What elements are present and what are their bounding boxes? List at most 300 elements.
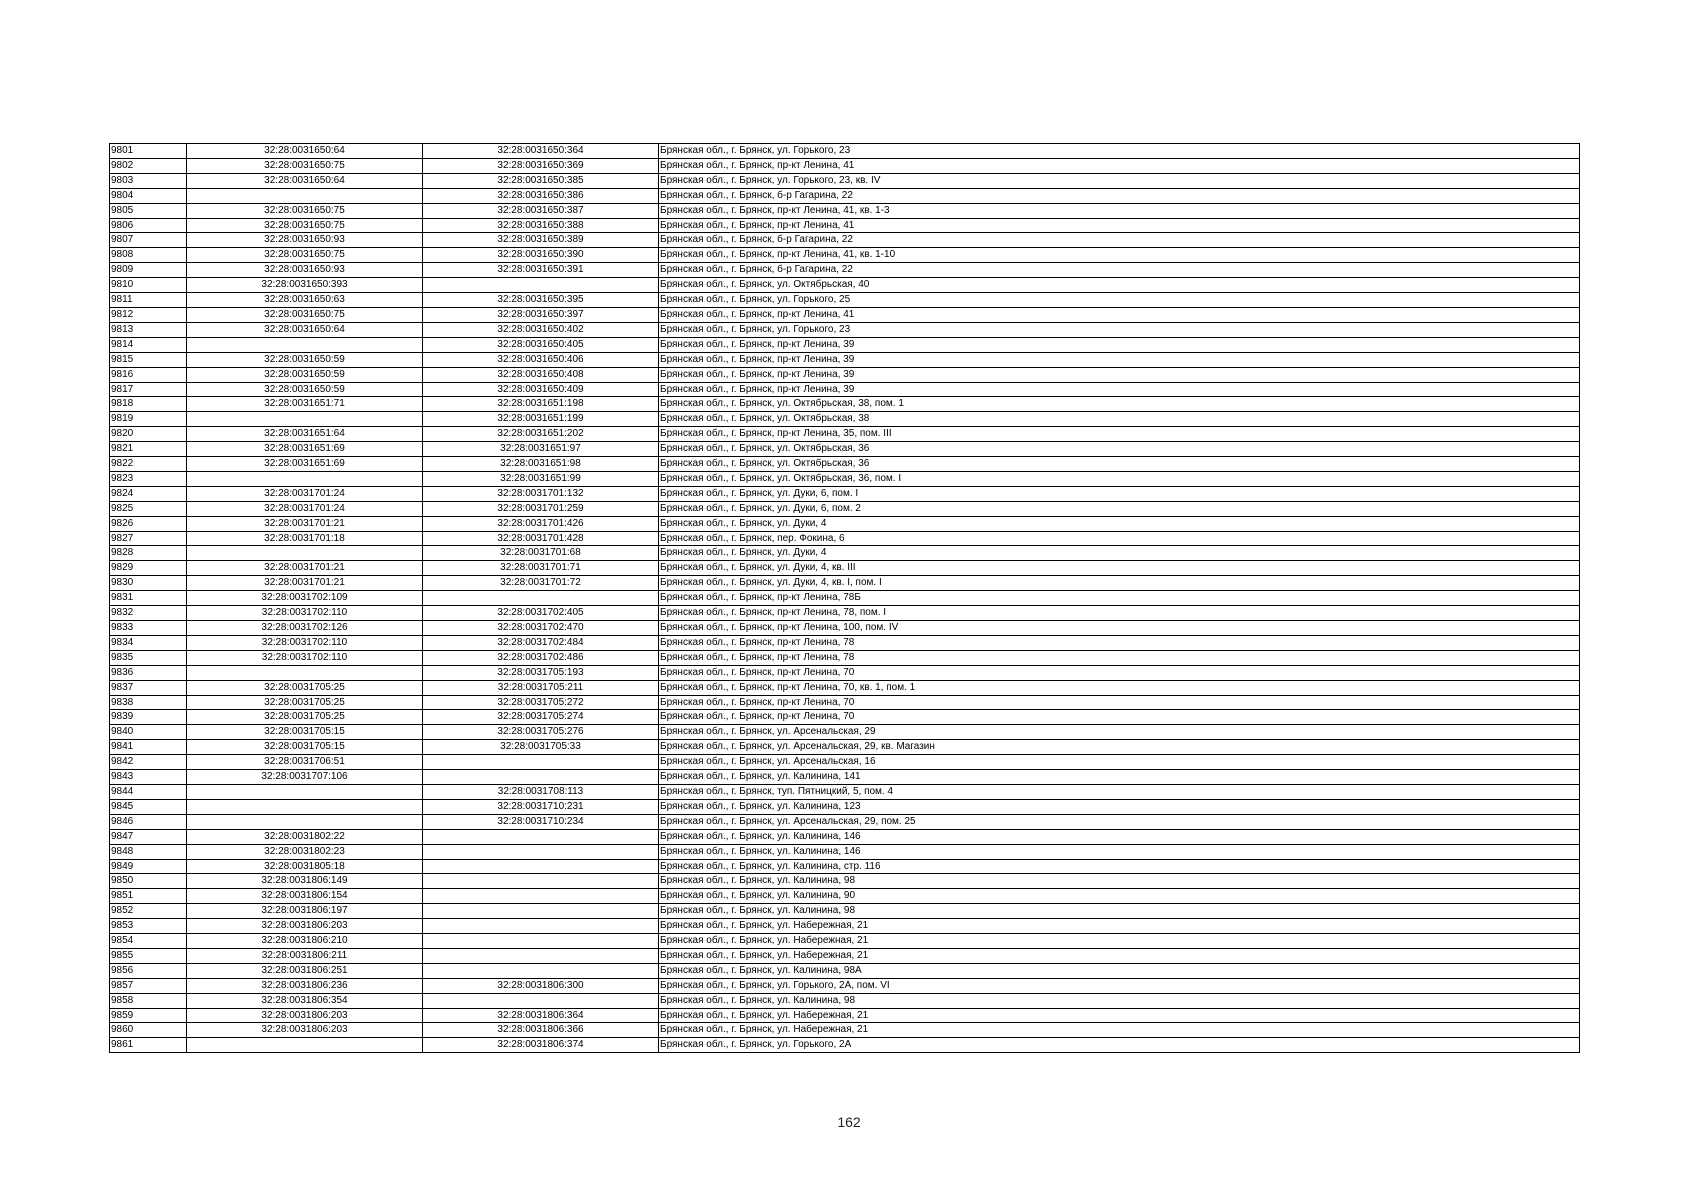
address-cell: Брянская обл., г. Брянск, ул. Арсенальская, 29, пом. 25 xyxy=(659,814,1580,829)
table-row xyxy=(110,278,1580,293)
table-row xyxy=(110,471,1580,486)
row-number-cell: 9832 xyxy=(110,606,187,621)
row-number-cell: 9830 xyxy=(110,576,187,591)
object-cadastral-number-cell xyxy=(423,591,659,606)
row-number-cell: 9857 xyxy=(110,978,187,993)
row-number-cell: 9829 xyxy=(110,561,187,576)
address-cell: Брянская обл., г. Брянск, б-р Гагарина, 22 xyxy=(659,233,1580,248)
object-cadastral-number-cell: 32:28:0031710:231 xyxy=(423,799,659,814)
object-cadastral-number-cell: 32:28:0031650:408 xyxy=(423,367,659,382)
address-cell: Брянская обл., г. Брянск, пр-кт Ленина, 78 xyxy=(659,650,1580,665)
land-plot-cadastral-number-cell: 32:28:0031650:93 xyxy=(187,263,423,278)
row-number-cell: 9823 xyxy=(110,471,187,486)
address-cell: Брянская обл., г. Брянск, ул. Арсенальская, 16 xyxy=(659,755,1580,770)
row-number-cell: 9846 xyxy=(110,814,187,829)
row-number-cell: 9836 xyxy=(110,665,187,680)
object-cadastral-number-cell: 32:28:0031708:113 xyxy=(423,784,659,799)
table-row xyxy=(110,457,1580,472)
land-plot-cadastral-number-cell: 32:28:0031650:75 xyxy=(187,218,423,233)
land-plot-cadastral-number-cell: 32:28:0031650:59 xyxy=(187,382,423,397)
land-plot-cadastral-number-cell: 32:28:0031806:154 xyxy=(187,889,423,904)
table-row xyxy=(110,784,1580,799)
land-plot-cadastral-number-cell: 32:28:0031705:25 xyxy=(187,680,423,695)
row-number-cell: 9833 xyxy=(110,621,187,636)
address-cell: Брянская обл., г. Брянск, пр-кт Ленина, 39 xyxy=(659,367,1580,382)
address-cell: Брянская обл., г. Брянск, пр-кт Ленина, 70 xyxy=(659,665,1580,680)
land-plot-cadastral-number-cell: 32:28:0031701:18 xyxy=(187,531,423,546)
row-number-cell: 9812 xyxy=(110,307,187,322)
land-plot-cadastral-number-cell: 32:28:0031806:203 xyxy=(187,1008,423,1023)
address-cell: Брянская обл., г. Брянск, ул. Октябрьская, 38 xyxy=(659,412,1580,427)
object-cadastral-number-cell xyxy=(423,859,659,874)
table-row xyxy=(110,367,1580,382)
object-cadastral-number-cell xyxy=(423,963,659,978)
object-cadastral-number-cell: 32:28:0031650:402 xyxy=(423,322,659,337)
object-cadastral-number-cell xyxy=(423,948,659,963)
table-row xyxy=(110,963,1580,978)
address-cell: Брянская обл., г. Брянск, ул. Калинина, 98А xyxy=(659,963,1580,978)
address-cell: Брянская обл., г. Брянск, ул. Октябрьская, 36 xyxy=(659,457,1580,472)
land-plot-cadastral-number-cell: 32:28:0031650:64 xyxy=(187,144,423,159)
row-number-cell: 9848 xyxy=(110,844,187,859)
row-number-cell: 9861 xyxy=(110,1038,187,1053)
table-row xyxy=(110,606,1580,621)
row-number-cell: 9816 xyxy=(110,367,187,382)
table-row xyxy=(110,293,1580,308)
land-plot-cadastral-number-cell xyxy=(187,471,423,486)
land-plot-cadastral-number-cell: 32:28:0031805:18 xyxy=(187,859,423,874)
land-plot-cadastral-number-cell: 32:28:0031806:197 xyxy=(187,904,423,919)
table-row xyxy=(110,233,1580,248)
land-plot-cadastral-number-cell: 32:28:0031802:23 xyxy=(187,844,423,859)
land-plot-cadastral-number-cell: 32:28:0031650:59 xyxy=(187,352,423,367)
land-plot-cadastral-number-cell: 32:28:0031650:393 xyxy=(187,278,423,293)
table-row xyxy=(110,337,1580,352)
object-cadastral-number-cell: 32:28:0031701:72 xyxy=(423,576,659,591)
row-number-cell: 9834 xyxy=(110,635,187,650)
object-cadastral-number-cell: 32:28:0031806:374 xyxy=(423,1038,659,1053)
row-number-cell: 9818 xyxy=(110,397,187,412)
address-cell: Брянская обл., г. Брянск, ул. Октябрьская, 38, пом. 1 xyxy=(659,397,1580,412)
land-plot-cadastral-number-cell: 32:28:0031701:24 xyxy=(187,501,423,516)
address-cell: Брянская обл., г. Брянск, ул. Горького, 2А xyxy=(659,1038,1580,1053)
table-row xyxy=(110,680,1580,695)
land-plot-cadastral-number-cell: 32:28:0031806:203 xyxy=(187,919,423,934)
row-number-cell: 9851 xyxy=(110,889,187,904)
row-number-cell: 9808 xyxy=(110,248,187,263)
row-number-cell: 9827 xyxy=(110,531,187,546)
address-cell: Брянская обл., г. Брянск, ул. Дуки, 4, кв. I, пом. I xyxy=(659,576,1580,591)
table-row xyxy=(110,1038,1580,1053)
row-number-cell: 9856 xyxy=(110,963,187,978)
table-row xyxy=(110,263,1580,278)
land-plot-cadastral-number-cell: 32:28:0031802:22 xyxy=(187,829,423,844)
row-number-cell: 9804 xyxy=(110,188,187,203)
object-cadastral-number-cell: 32:28:0031710:234 xyxy=(423,814,659,829)
land-plot-cadastral-number-cell: 32:28:0031650:75 xyxy=(187,248,423,263)
land-plot-cadastral-number-cell: 32:28:0031702:110 xyxy=(187,650,423,665)
object-cadastral-number-cell xyxy=(423,829,659,844)
table-row xyxy=(110,576,1580,591)
table-row xyxy=(110,322,1580,337)
land-plot-cadastral-number-cell: 32:28:0031806:210 xyxy=(187,934,423,949)
land-plot-cadastral-number-cell: 32:28:0031650:64 xyxy=(187,322,423,337)
object-cadastral-number-cell: 32:28:0031650:390 xyxy=(423,248,659,263)
object-cadastral-number-cell: 32:28:0031701:426 xyxy=(423,516,659,531)
row-number-cell: 9822 xyxy=(110,457,187,472)
object-cadastral-number-cell: 32:28:0031705:276 xyxy=(423,725,659,740)
object-cadastral-number-cell: 32:28:0031651:202 xyxy=(423,427,659,442)
address-cell: Брянская обл., г. Брянск, пр-кт Ленина, 39 xyxy=(659,352,1580,367)
table-row xyxy=(110,621,1580,636)
object-cadastral-number-cell: 32:28:0031806:364 xyxy=(423,1008,659,1023)
row-number-cell: 9811 xyxy=(110,293,187,308)
object-cadastral-number-cell: 32:28:0031705:193 xyxy=(423,665,659,680)
row-number-cell: 9805 xyxy=(110,203,187,218)
table-row xyxy=(110,993,1580,1008)
land-plot-cadastral-number-cell xyxy=(187,412,423,427)
object-cadastral-number-cell xyxy=(423,993,659,1008)
table-row xyxy=(110,889,1580,904)
land-plot-cadastral-number-cell: 32:28:0031806:251 xyxy=(187,963,423,978)
table-row xyxy=(110,650,1580,665)
table-row xyxy=(110,1023,1580,1038)
address-cell: Брянская обл., г. Брянск, ул. Октябрьская, 36, пом. I xyxy=(659,471,1580,486)
row-number-cell: 9855 xyxy=(110,948,187,963)
land-plot-cadastral-number-cell xyxy=(187,188,423,203)
object-cadastral-number-cell xyxy=(423,770,659,785)
row-number-cell: 9803 xyxy=(110,173,187,188)
table-row xyxy=(110,531,1580,546)
address-cell: Брянская обл., г. Брянск, ул. Октябрьская, 36 xyxy=(659,442,1580,457)
row-number-cell: 9831 xyxy=(110,591,187,606)
table-row xyxy=(110,770,1580,785)
row-number-cell: 9840 xyxy=(110,725,187,740)
row-number-cell: 9860 xyxy=(110,1023,187,1038)
address-cell: Брянская обл., г. Брянск, ул. Дуки, 6, пом. 2 xyxy=(659,501,1580,516)
row-number-cell: 9810 xyxy=(110,278,187,293)
land-plot-cadastral-number-cell: 32:28:0031707:106 xyxy=(187,770,423,785)
address-cell: Брянская обл., г. Брянск, ул. Дуки, 4 xyxy=(659,516,1580,531)
table-row xyxy=(110,516,1580,531)
table-row xyxy=(110,829,1580,844)
row-number-cell: 9820 xyxy=(110,427,187,442)
land-plot-cadastral-number-cell: 32:28:0031650:75 xyxy=(187,203,423,218)
table-row xyxy=(110,188,1580,203)
table-row xyxy=(110,755,1580,770)
table-row xyxy=(110,427,1580,442)
land-plot-cadastral-number-cell: 32:28:0031806:211 xyxy=(187,948,423,963)
row-number-cell: 9815 xyxy=(110,352,187,367)
object-cadastral-number-cell: 32:28:0031650:386 xyxy=(423,188,659,203)
address-cell: Брянская обл., г. Брянск, б-р Гагарина, 22 xyxy=(659,188,1580,203)
object-cadastral-number-cell: 32:28:0031701:259 xyxy=(423,501,659,516)
address-cell: Брянская обл., г. Брянск, ул. Калинина, 98 xyxy=(659,993,1580,1008)
land-plot-cadastral-number-cell: 32:28:0031650:59 xyxy=(187,367,423,382)
table-row xyxy=(110,546,1580,561)
address-cell: Брянская обл., г. Брянск, ул. Калинина, 146 xyxy=(659,829,1580,844)
table-row xyxy=(110,635,1580,650)
address-cell: Брянская обл., г. Брянск, ул. Горького, 2А, пом. VI xyxy=(659,978,1580,993)
row-number-cell: 9813 xyxy=(110,322,187,337)
table-row xyxy=(110,442,1580,457)
object-cadastral-number-cell: 32:28:0031705:33 xyxy=(423,740,659,755)
address-cell: Брянская обл., г. Брянск, ул. Набережная, 21 xyxy=(659,919,1580,934)
row-number-cell: 9835 xyxy=(110,650,187,665)
address-cell: Брянская обл., г. Брянск, ул. Горького, 23 xyxy=(659,144,1580,159)
object-cadastral-number-cell: 32:28:0031650:406 xyxy=(423,352,659,367)
land-plot-cadastral-number-cell: 32:28:0031701:21 xyxy=(187,561,423,576)
object-cadastral-number-cell: 32:28:0031705:272 xyxy=(423,695,659,710)
row-number-cell: 9853 xyxy=(110,919,187,934)
land-plot-cadastral-number-cell: 32:28:0031702:110 xyxy=(187,635,423,650)
address-cell: Брянская обл., г. Брянск, ул. Октябрьская, 40 xyxy=(659,278,1580,293)
object-cadastral-number-cell: 32:28:0031701:71 xyxy=(423,561,659,576)
row-number-cell: 9845 xyxy=(110,799,187,814)
table-row xyxy=(110,382,1580,397)
row-number-cell: 9824 xyxy=(110,486,187,501)
address-cell: Брянская обл., г. Брянск, ул. Калинина, 146 xyxy=(659,844,1580,859)
address-cell: Брянская обл., г. Брянск, ул. Набережная, 21 xyxy=(659,1023,1580,1038)
row-number-cell: 9826 xyxy=(110,516,187,531)
land-plot-cadastral-number-cell: 32:28:0031702:126 xyxy=(187,621,423,636)
table-row xyxy=(110,799,1580,814)
row-number-cell: 9807 xyxy=(110,233,187,248)
address-cell: Брянская обл., г. Брянск, ул. Арсенальская, 29 xyxy=(659,725,1580,740)
address-cell: Брянская обл., г. Брянск, ул. Набережная, 21 xyxy=(659,948,1580,963)
row-number-cell: 9858 xyxy=(110,993,187,1008)
address-cell: Брянская обл., г. Брянск, пр-кт Ленина, 41 xyxy=(659,218,1580,233)
object-cadastral-number-cell: 32:28:0031651:199 xyxy=(423,412,659,427)
table-row xyxy=(110,144,1580,159)
table-row xyxy=(110,844,1580,859)
table-row xyxy=(110,1008,1580,1023)
row-number-cell: 9821 xyxy=(110,442,187,457)
address-cell: Брянская обл., г. Брянск, ул. Калинина, 98 xyxy=(659,874,1580,889)
object-cadastral-number-cell: 32:28:0031651:98 xyxy=(423,457,659,472)
land-plot-cadastral-number-cell: 32:28:0031705:25 xyxy=(187,695,423,710)
land-plot-cadastral-number-cell xyxy=(187,814,423,829)
object-cadastral-number-cell: 32:28:0031650:389 xyxy=(423,233,659,248)
table-row xyxy=(110,203,1580,218)
address-cell: Брянская обл., г. Брянск, ул. Горького, 25 xyxy=(659,293,1580,308)
row-number-cell: 9837 xyxy=(110,680,187,695)
land-plot-cadastral-number-cell: 32:28:0031650:75 xyxy=(187,158,423,173)
object-cadastral-number-cell: 32:28:0031650:387 xyxy=(423,203,659,218)
object-cadastral-number-cell: 32:28:0031701:68 xyxy=(423,546,659,561)
table-row xyxy=(110,665,1580,680)
object-cadastral-number-cell xyxy=(423,278,659,293)
land-plot-cadastral-number-cell xyxy=(187,784,423,799)
land-plot-cadastral-number-cell: 32:28:0031651:69 xyxy=(187,442,423,457)
land-plot-cadastral-number-cell: 32:28:0031650:63 xyxy=(187,293,423,308)
object-cadastral-number-cell: 32:28:0031650:409 xyxy=(423,382,659,397)
row-number-cell: 9809 xyxy=(110,263,187,278)
address-cell: Брянская обл., г. Брянск, ул. Дуки, 6, пом. I xyxy=(659,486,1580,501)
row-number-cell: 9814 xyxy=(110,337,187,352)
table-row xyxy=(110,919,1580,934)
object-cadastral-number-cell: 32:28:0031701:132 xyxy=(423,486,659,501)
object-cadastral-number-cell: 32:28:0031650:397 xyxy=(423,307,659,322)
object-cadastral-number-cell: 32:28:0031806:366 xyxy=(423,1023,659,1038)
land-plot-cadastral-number-cell: 32:28:0031650:64 xyxy=(187,173,423,188)
table-row xyxy=(110,725,1580,740)
object-cadastral-number-cell xyxy=(423,755,659,770)
land-plot-cadastral-number-cell xyxy=(187,337,423,352)
object-cadastral-number-cell xyxy=(423,934,659,949)
object-cadastral-number-cell: 32:28:0031702:484 xyxy=(423,635,659,650)
row-number-cell: 9802 xyxy=(110,158,187,173)
address-cell: Брянская обл., г. Брянск, ул. Калинина, 141 xyxy=(659,770,1580,785)
address-cell: Брянская обл., г. Брянск, пр-кт Ленина, 41, кв. 1-10 xyxy=(659,248,1580,263)
object-cadastral-number-cell: 32:28:0031651:198 xyxy=(423,397,659,412)
object-cadastral-number-cell: 32:28:0031650:405 xyxy=(423,337,659,352)
address-cell: Брянская обл., г. Брянск, б-р Гагарина, 22 xyxy=(659,263,1580,278)
object-cadastral-number-cell: 32:28:0031651:99 xyxy=(423,471,659,486)
land-plot-cadastral-number-cell: 32:28:0031701:24 xyxy=(187,486,423,501)
object-cadastral-number-cell: 32:28:0031705:211 xyxy=(423,680,659,695)
object-cadastral-number-cell xyxy=(423,889,659,904)
address-cell: Брянская обл., г. Брянск, пр-кт Ленина, 39 xyxy=(659,382,1580,397)
address-cell: Брянская обл., г. Брянск, пр-кт Ленина, 100, пом. IV xyxy=(659,621,1580,636)
table-row xyxy=(110,695,1580,710)
object-cadastral-number-cell: 32:28:0031650:385 xyxy=(423,173,659,188)
row-number-cell: 9844 xyxy=(110,784,187,799)
land-plot-cadastral-number-cell xyxy=(187,546,423,561)
land-plot-cadastral-number-cell: 32:28:0031705:15 xyxy=(187,725,423,740)
table-row xyxy=(110,307,1580,322)
row-number-cell: 9825 xyxy=(110,501,187,516)
object-cadastral-number-cell: 32:28:0031702:405 xyxy=(423,606,659,621)
address-cell: Брянская обл., г. Брянск, пр-кт Ленина, 41, кв. 1-3 xyxy=(659,203,1580,218)
address-cell: Брянская обл., г. Брянск, ул. Горького, 23, кв. IV xyxy=(659,173,1580,188)
land-plot-cadastral-number-cell: 32:28:0031651:71 xyxy=(187,397,423,412)
land-plot-cadastral-number-cell xyxy=(187,665,423,680)
land-plot-cadastral-number-cell: 32:28:0031651:69 xyxy=(187,457,423,472)
row-number-cell: 9839 xyxy=(110,710,187,725)
table-row xyxy=(110,859,1580,874)
table-row xyxy=(110,934,1580,949)
row-number-cell: 9843 xyxy=(110,770,187,785)
address-cell: Брянская обл., г. Брянск, пр-кт Ленина, 70, кв. 1, пом. 1 xyxy=(659,680,1580,695)
land-plot-cadastral-number-cell: 32:28:0031702:109 xyxy=(187,591,423,606)
table-row xyxy=(110,158,1580,173)
land-plot-cadastral-number-cell: 32:28:0031705:15 xyxy=(187,740,423,755)
table-row xyxy=(110,561,1580,576)
address-cell: Брянская обл., г. Брянск, пр-кт Ленина, 78, пом. I xyxy=(659,606,1580,621)
object-cadastral-number-cell xyxy=(423,904,659,919)
table-row xyxy=(110,591,1580,606)
land-plot-cadastral-number-cell xyxy=(187,1038,423,1053)
row-number-cell: 9854 xyxy=(110,934,187,949)
address-cell: Брянская обл., г. Брянск, ул. Калинина, 90 xyxy=(659,889,1580,904)
table-row xyxy=(110,740,1580,755)
land-plot-cadastral-number-cell: 32:28:0031702:110 xyxy=(187,606,423,621)
table-row xyxy=(110,874,1580,889)
object-cadastral-number-cell: 32:28:0031650:369 xyxy=(423,158,659,173)
land-plot-cadastral-number-cell: 32:28:0031806:236 xyxy=(187,978,423,993)
table-row xyxy=(110,397,1580,412)
address-cell: Брянская обл., г. Брянск, ул. Дуки, 4 xyxy=(659,546,1580,561)
row-number-cell: 9842 xyxy=(110,755,187,770)
table-row xyxy=(110,904,1580,919)
land-plot-cadastral-number-cell: 32:28:0031806:149 xyxy=(187,874,423,889)
address-cell: Брянская обл., г. Брянск, туп. Пятницкий, 5, пом. 4 xyxy=(659,784,1580,799)
row-number-cell: 9817 xyxy=(110,382,187,397)
address-cell: Брянская обл., г. Брянск, пр-кт Ленина, 70 xyxy=(659,695,1580,710)
land-plot-cadastral-number-cell: 32:28:0031705:25 xyxy=(187,710,423,725)
row-number-cell: 9806 xyxy=(110,218,187,233)
land-plot-cadastral-number-cell: 32:28:0031806:203 xyxy=(187,1023,423,1038)
address-cell: Брянская обл., г. Брянск, пр-кт Ленина, 39 xyxy=(659,337,1580,352)
table-row xyxy=(110,948,1580,963)
row-number-cell: 9847 xyxy=(110,829,187,844)
land-plot-cadastral-number-cell: 32:28:0031701:21 xyxy=(187,516,423,531)
address-cell: Брянская обл., г. Брянск, ул. Горького, 23 xyxy=(659,322,1580,337)
address-cell: Брянская обл., г. Брянск, пр-кт Ленина, 41 xyxy=(659,158,1580,173)
object-cadastral-number-cell: 32:28:0031650:391 xyxy=(423,263,659,278)
address-cell: Брянская обл., г. Брянск, ул. Арсенальская, 29, кв. Магазин xyxy=(659,740,1580,755)
table-row xyxy=(110,978,1580,993)
object-cadastral-number-cell: 32:28:0031651:97 xyxy=(423,442,659,457)
row-number-cell: 9828 xyxy=(110,546,187,561)
address-cell: Брянская обл., г. Брянск, ул. Калинина, 98 xyxy=(659,904,1580,919)
table-row xyxy=(110,173,1580,188)
table-row xyxy=(110,710,1580,725)
row-number-cell: 9841 xyxy=(110,740,187,755)
land-plot-cadastral-number-cell: 32:28:0031650:93 xyxy=(187,233,423,248)
address-cell: Брянская обл., г. Брянск, ул. Калинина, стр. 116 xyxy=(659,859,1580,874)
object-cadastral-number-cell: 32:28:0031650:364 xyxy=(423,144,659,159)
row-number-cell: 9859 xyxy=(110,1008,187,1023)
row-number-cell: 9838 xyxy=(110,695,187,710)
object-cadastral-number-cell xyxy=(423,844,659,859)
object-cadastral-number-cell: 32:28:0031701:428 xyxy=(423,531,659,546)
address-cell: Брянская обл., г. Брянск, ул. Калинина, 123 xyxy=(659,799,1580,814)
table-row xyxy=(110,352,1580,367)
row-number-cell: 9850 xyxy=(110,874,187,889)
object-cadastral-number-cell: 32:28:0031650:395 xyxy=(423,293,659,308)
table-row xyxy=(110,218,1580,233)
table-row xyxy=(110,486,1580,501)
address-cell: Брянская обл., г. Брянск, ул. Набережная, 21 xyxy=(659,1008,1580,1023)
object-cadastral-number-cell: 32:28:0031650:388 xyxy=(423,218,659,233)
row-number-cell: 9819 xyxy=(110,412,187,427)
table-row xyxy=(110,248,1580,263)
table-row xyxy=(110,412,1580,427)
table-row xyxy=(110,501,1580,516)
object-cadastral-number-cell xyxy=(423,919,659,934)
address-cell: Брянская обл., г. Брянск, пр-кт Ленина, 35, пом. III xyxy=(659,427,1580,442)
row-number-cell: 9849 xyxy=(110,859,187,874)
address-cell: Брянская обл., г. Брянск, ул. Набережная, 21 xyxy=(659,934,1580,949)
object-cadastral-number-cell: 32:28:0031705:274 xyxy=(423,710,659,725)
land-plot-cadastral-number-cell: 32:28:0031706:51 xyxy=(187,755,423,770)
land-plot-cadastral-number-cell: 32:28:0031650:75 xyxy=(187,307,423,322)
register-table-body xyxy=(110,144,1580,1053)
land-plot-cadastral-number-cell: 32:28:0031806:354 xyxy=(187,993,423,1008)
address-cell: Брянская обл., г. Брянск, пр-кт Ленина, 70 xyxy=(659,710,1580,725)
address-cell: Брянская обл., г. Брянск, пр-кт Ленина, 78 xyxy=(659,635,1580,650)
object-cadastral-number-cell: 32:28:0031702:486 xyxy=(423,650,659,665)
row-number-cell: 9801 xyxy=(110,144,187,159)
land-plot-cadastral-number-cell: 32:28:0031701:21 xyxy=(187,576,423,591)
page-number: 162 xyxy=(837,1114,861,1130)
register-table xyxy=(109,143,1580,1053)
address-cell: Брянская обл., г. Брянск, пр-кт Ленина, 41 xyxy=(659,307,1580,322)
object-cadastral-number-cell: 32:28:0031806:300 xyxy=(423,978,659,993)
land-plot-cadastral-number-cell xyxy=(187,799,423,814)
